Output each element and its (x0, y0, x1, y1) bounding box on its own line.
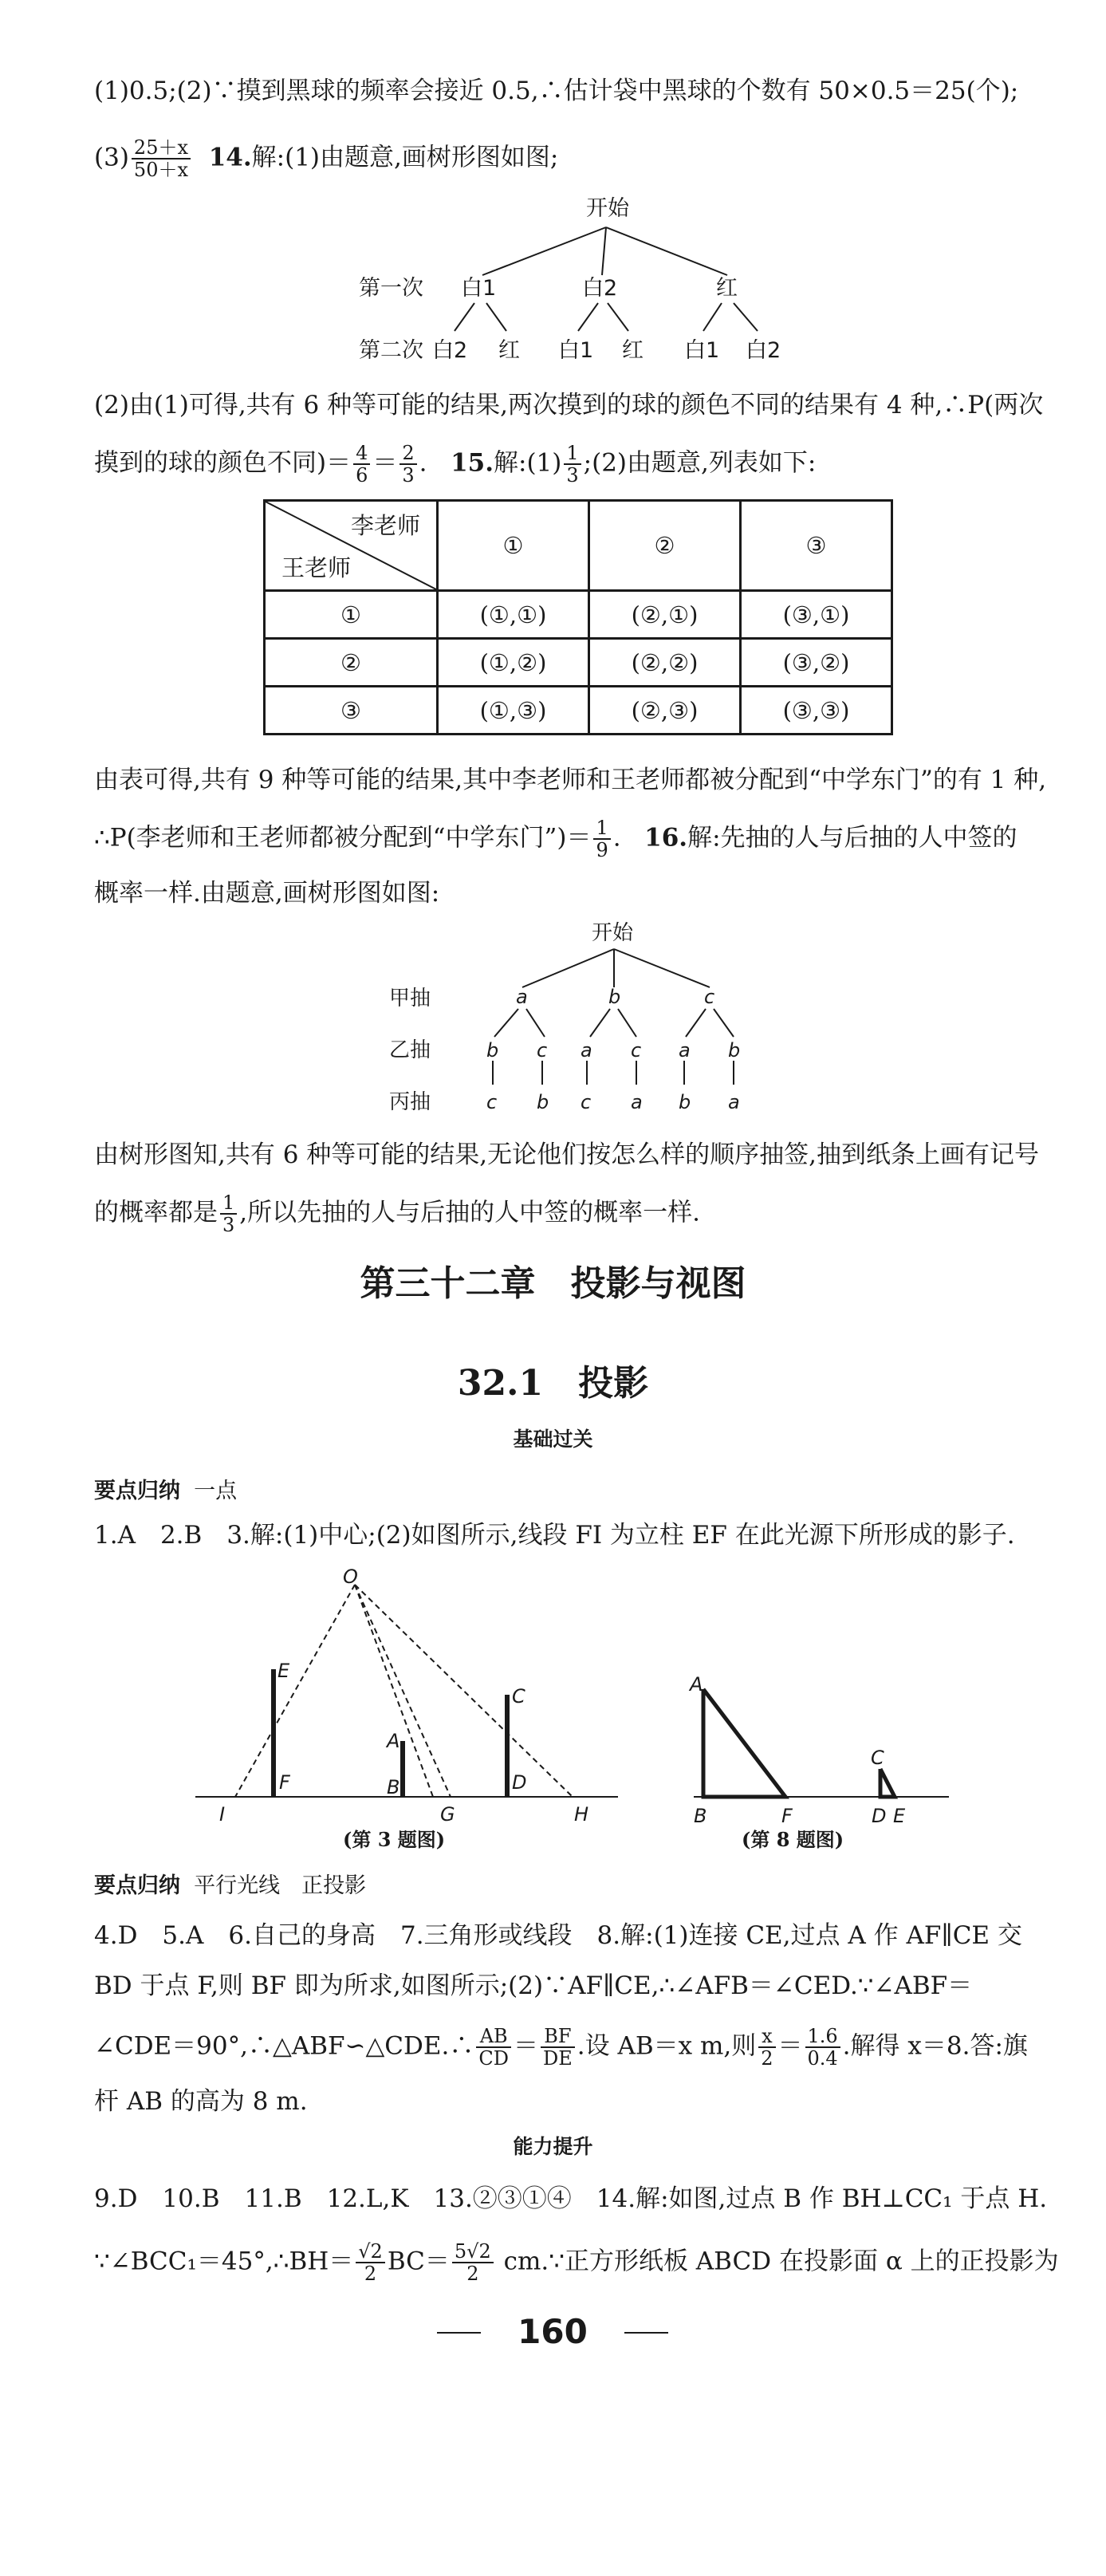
label-I: I (219, 1803, 226, 1826)
answer-line-8: 由树形图知,共有 6 种等可能的结果,无论他们按怎么样的顺序抽签,抽到纸条上画有记号 (94, 1140, 1039, 1169)
text: ∴P(李老师和王老师都被分配到“中学东门”)＝ (94, 823, 592, 853)
table-cell: (③,②) (741, 639, 892, 687)
label-E: E (893, 1805, 906, 1827)
tree2-node: b (728, 1039, 741, 1062)
label-C: C (871, 1747, 884, 1769)
denominator: 3 (566, 464, 579, 486)
numerator: 5√2 (452, 2241, 494, 2263)
label-D: D (872, 1805, 887, 1827)
row-label: ③ (265, 687, 438, 735)
tree2-node: c (704, 986, 715, 1008)
answer-line-4 (94, 443, 816, 486)
tree2-leaf: b (537, 1091, 549, 1113)
page-number: 160 (518, 2312, 588, 2351)
figure-3-caption: (第 3 题图) (343, 1828, 446, 1851)
numerator: AB (476, 2026, 511, 2048)
numerator: 25＋x (132, 137, 191, 160)
numerator: 2 (399, 443, 416, 465)
key-points-label: 要点归纳 (94, 1479, 180, 1503)
row-label: ① (265, 591, 438, 639)
fraction (476, 2026, 511, 2069)
tree1-root: 开始 (586, 196, 629, 221)
tree1-leaf: 白1 (558, 338, 594, 363)
table-cell: (③,③) (741, 687, 892, 735)
tree2-leaf: c (581, 1091, 592, 1113)
row-label: ② (265, 639, 438, 687)
subsection-title: 基础过关 (513, 1428, 593, 1451)
label-G: G (440, 1803, 455, 1826)
table-header: ② (589, 501, 741, 591)
key-points-label: 要点归纳 (94, 1873, 180, 1898)
text: cm.∵正方形纸板 ABCD 在投影面 α 上的正投影为 (495, 2247, 1059, 2276)
key-points-1 (94, 1475, 237, 1507)
figure-3 (183, 1567, 630, 1854)
fraction (353, 443, 370, 486)
corner-top-label: 李老师 (350, 512, 420, 539)
text: ＝ (777, 2031, 803, 2061)
footer-rule-right (624, 2332, 668, 2334)
answer-line-1: (1)0.5;(2)∵摸到黑球的频率会接近 0.5,∴估计袋中黑球的个数有 50×0.5＝25(个); (94, 77, 1019, 105)
denominator: 2 (466, 2263, 479, 2285)
answer-line-15: 9.D 10.B 11.B 12.L,K 13.②③①④ 14.解:如图,过点 B 作 BH⊥CC₁ 于点 H. (94, 2184, 1048, 2213)
text: .解得 x＝8.答:旗 (842, 2031, 1028, 2061)
fraction (541, 2026, 575, 2069)
denominator: 0.4 (807, 2047, 838, 2070)
text: . (612, 823, 621, 853)
text: 摸到的球的颜色不同)＝ (94, 448, 352, 478)
tree1-leaf: 红 (622, 338, 644, 363)
text: .设 AB＝x m,则 (577, 2031, 757, 2061)
footer-rule-left (437, 2332, 481, 2334)
denominator: 2 (761, 2047, 773, 2070)
answer-line-14: 杆 AB 的高为 8 m. (94, 2087, 308, 2116)
fraction (399, 443, 416, 486)
answer-line-3: (2)由(1)可得,共有 6 种等可能的结果,两次摸到的球的颜色不同的结果有 4 种,∴P(两次 (94, 391, 1044, 419)
tree2-node: c (631, 1039, 642, 1062)
tree1-row2-label: 第二次 (359, 338, 423, 363)
tree1-leaf: 白2 (432, 338, 468, 363)
corner-bottom-label: 王老师 (281, 554, 352, 581)
label-E: E (277, 1660, 290, 1682)
numerator: BF (541, 2026, 575, 2048)
label-A: A (690, 1673, 703, 1696)
label-O: O (343, 1567, 358, 1588)
label-B: B (694, 1805, 707, 1827)
answer-line-6 (94, 817, 1017, 861)
denominator: 6 (356, 464, 368, 486)
fraction (758, 2026, 775, 2069)
chapter-title: 第三十二章 投影与视图 (360, 1263, 746, 1304)
question-number: 15. (451, 448, 494, 478)
question-number: 14. (208, 143, 252, 172)
answer-line-7: 概率一样.由题意,画树形图如图: (94, 879, 440, 908)
text: 一点 (194, 1479, 238, 1503)
answer-line-10: 1.A 2.B 3.解:(1)中心;(2)如图所示,线段 FI 为立柱 EF 在此光源下所形成的影子. (94, 1521, 1015, 1550)
table-cell: (②,②) (589, 639, 741, 687)
tree1-node: 红 (716, 276, 738, 301)
numerator: x (758, 2026, 775, 2048)
tree2-leaf: b (679, 1091, 691, 1113)
tree2-node: a (679, 1039, 691, 1062)
tree1-leaf: 白2 (746, 338, 781, 363)
table-corner-cell (265, 501, 438, 591)
fraction (220, 1192, 237, 1235)
text: 平行光线 正投影 (194, 1873, 367, 1898)
answer-line-5: 由表可得,共有 9 种等可能的结果,其中李老师和王老师都被分配到“中学东门”的有 1 种, (94, 766, 1047, 794)
tree2-label: 丙抽 (389, 1090, 431, 1114)
table-cell: (②,①) (589, 591, 741, 639)
text: 的概率都是 (94, 1198, 218, 1227)
section-title: 32.1 投影 (457, 1363, 649, 1404)
text: 解:(1) (494, 448, 562, 478)
numerator: 1 (593, 817, 610, 840)
text: 解:先抽的人与后抽的人中签的 (687, 823, 1017, 853)
label-F: F (279, 1771, 290, 1794)
table-cell: (②,③) (589, 687, 741, 735)
fraction (452, 2241, 494, 2284)
tree2-node: c (537, 1039, 548, 1062)
figure-8-caption: (第 8 题图) (742, 1828, 844, 1851)
tree2-leaf: a (728, 1091, 740, 1113)
question-number: 16. (644, 823, 688, 853)
tree-diagram-draw (383, 917, 781, 1125)
tree2-leaf: a (631, 1091, 643, 1113)
answer-line-2 (94, 137, 558, 180)
text: . (419, 448, 427, 478)
denominator: 9 (596, 839, 608, 861)
label-D: D (512, 1771, 527, 1794)
tree2-label: 甲抽 (389, 987, 431, 1010)
table-cell: (①,①) (438, 591, 589, 639)
figure-8 (678, 1667, 965, 1854)
denominator: 3 (222, 1214, 235, 1236)
table-cell: (①,②) (438, 639, 589, 687)
table-cell: (①,③) (438, 687, 589, 735)
numerator: 1.6 (805, 2026, 840, 2048)
text: ＝ (513, 2031, 538, 2061)
text: ∵∠BCC₁＝45°,∴BH＝ (94, 2247, 354, 2276)
key-points-2 (94, 1870, 366, 1902)
tree2-leaf: c (486, 1091, 498, 1113)
answer-line-9 (94, 1192, 700, 1235)
table-header: ① (438, 501, 589, 591)
fraction (805, 2026, 840, 2069)
denominator: DE (542, 2047, 573, 2070)
text: ;(2)由题意,列表如下: (583, 448, 817, 478)
assignment-table (263, 499, 893, 735)
tree1-node: 白1 (461, 276, 497, 301)
fraction (132, 137, 191, 180)
tree2-node: b (486, 1039, 499, 1062)
subsection-title: 能力提升 (513, 2135, 593, 2158)
numerator: 4 (353, 443, 370, 465)
text: 解:(1)由题意,画树形图如图; (251, 143, 559, 172)
tree1-node: 白2 (582, 276, 618, 301)
text: BC＝ (387, 2247, 450, 2276)
tree2-node: b (608, 986, 621, 1008)
tree-diagram-balls (343, 191, 837, 375)
tree1-row1-label: 第一次 (359, 276, 423, 301)
denominator: 3 (402, 464, 415, 486)
numerator: 1 (220, 1192, 237, 1215)
numerator: 1 (564, 443, 581, 465)
label-B: B (387, 1776, 400, 1798)
tree1-leaf: 红 (498, 338, 520, 363)
text: ,所以先抽的人与后抽的人中签的概率一样. (239, 1198, 700, 1227)
text: ＝ (372, 448, 398, 478)
fraction (564, 443, 581, 486)
answer-line-13 (94, 2026, 1028, 2069)
answer-line-11: 4.D 5.A 6.自己的身高 7.三角形或线段 8.解:(1)连接 CE,过点 A 作 AF∥CE 交 (94, 1921, 1022, 1950)
tree2-node: a (581, 1039, 592, 1062)
label-H: H (574, 1803, 589, 1826)
tree2-label: 乙抽 (389, 1038, 431, 1062)
denominator: 2 (364, 2263, 377, 2285)
tree1-leaf: 白1 (684, 338, 720, 363)
answer-line-12: BD 于点 F,则 BF 即为所求,如图所示;(2)∵AF∥CE,∴∠AFB＝∠CED.∵∠ABF＝ (94, 1971, 973, 2000)
table-header: ③ (741, 501, 892, 591)
answer-line-16 (94, 2241, 1059, 2284)
table-cell: (③,①) (741, 591, 892, 639)
fraction (593, 817, 610, 861)
text: (3) (94, 143, 129, 172)
denominator: CD (478, 2047, 509, 2070)
label-C: C (512, 1685, 525, 1707)
label-A: A (387, 1730, 400, 1752)
page-footer (437, 2313, 668, 2353)
tree2-root: 开始 (592, 921, 634, 945)
label-F: F (781, 1805, 793, 1827)
tree2-node: a (516, 986, 528, 1008)
denominator: 50＋x (133, 159, 188, 181)
numerator: √2 (356, 2241, 385, 2263)
text: ∠CDE＝90°,∴△ABF∽△CDE.∴ (94, 2031, 474, 2061)
fraction (356, 2241, 385, 2284)
